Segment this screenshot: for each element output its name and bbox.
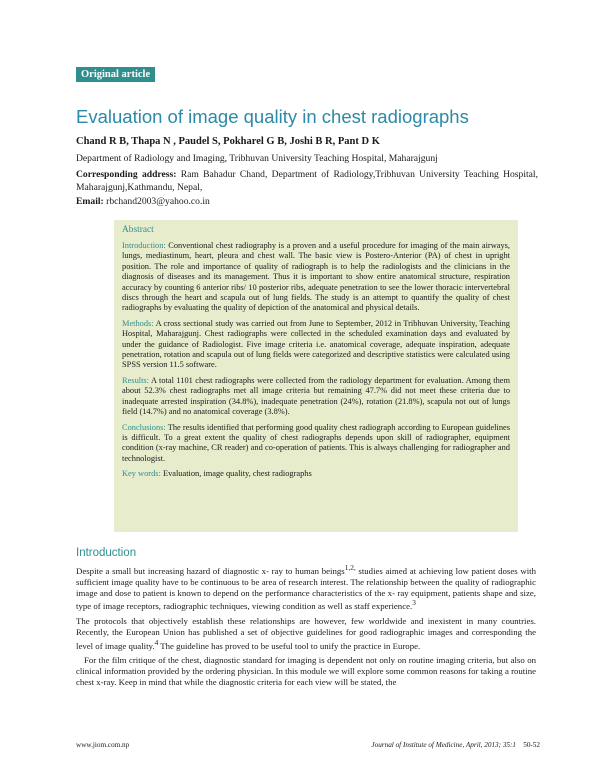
abstract-keywords-label: Key words: xyxy=(122,469,161,479)
abstract-results-text: A total 1101 chest radiographs were collected from the radiology department for evaluation. Among them about 52.3% chest radiographs met all image criteria but remaining 47.7% did not meet these criteria due to inadequate arrested inspiration (34.8%), inadequate penetration (24%), rotation (21.8%), scapula not out of lungs field (14.7%) and no anatomical coverage (3.8%). xyxy=(122,375,510,417)
article-title: Evaluation of image quality in chest radiographs xyxy=(76,106,469,127)
footer-pages: 50-52 xyxy=(523,741,540,749)
abstract-methods xyxy=(122,319,510,371)
email-line xyxy=(76,195,210,208)
footer-citation xyxy=(340,741,540,750)
corresponding-text: Ram Bahadur Chand, Department of Radiology,Tribhuvan University Teaching Hospital, Maharajgunj,Kathmandu, Nepal, xyxy=(76,169,538,193)
p2-citation: 4 xyxy=(154,637,159,647)
abstract-keywords xyxy=(122,469,510,479)
abstract-results xyxy=(122,376,510,418)
introduction-body xyxy=(76,563,536,692)
abstract-box xyxy=(114,220,518,532)
abstract-keywords-text: Evaluation, image quality, chest radiographs xyxy=(162,469,312,479)
footer-website: www.jiom.com.np xyxy=(76,741,130,749)
p1-text-b: studies aimed at achieving low patient doses with sufficient image quality have to be continuous to be area of research interest. The relationship between the quality of radiographic image and dose to patient is known to depend on the performance characteristics of the x- ray equipment, patients shape and size, type of image receptors, radiographic techniques, viewing condition as well as staff experience. xyxy=(76,565,537,612)
introduction-paragraph-3: For the film critique of the chest, diagnostic standard for imaging is dependent not only on routine imaging criteria, but also on clinical information provided by the ordering physician. In this module we will explore some common reasons for taking a routine chest x-ray. Keep in mind that while the diagnostic criteria for each view will be stated, the xyxy=(76,655,536,687)
abstract-conclusions xyxy=(122,423,510,465)
abstract-conclusions-label: Conclusions: xyxy=(122,422,166,432)
corresponding-label: Corresponding address: xyxy=(76,169,177,180)
p1-text-a: Despite a small but increasing hazard of diagnostic x- ray to human beings xyxy=(76,565,345,576)
abstract-introduction-text: Conventional chest radiography is a proven and a useful procedure for imaging of the main airways, lungs, mediastinum, heart, pleura and chest wall. The basic view is Postero-Anterior (PA) of chest in upright position. The role and importance of quality of radiograph is to help the radiologists and the clinicians in the diagnosis of diseases and its management. Thus it is important to show entire anatomical structure, respiration accuracy by counting 6 anterior ribs/ 10 posterior ribs, adequate penetration to see the lower thoracic intervertebral discs through the heart and scapula out of lung fields. The study is an attempt to quantify the quality of chest radiographs by evaluating the quality of depiction of the anatomical and physical details. xyxy=(122,241,511,313)
abstract-methods-text: A cross sectional study was carried out from June to September, 2012 in Tribhuvan University, Teaching Hospital, Maharajgunj. Chest radiographs were collected in the scheduled examination days and evaluated by under the guidance of Radiologist. Five image criteria i.e. anatomical coverage, adequate inspiration, adequate penetration, rotation and scapula out of lung fields were categorized and descriptive statistics were calculated using SPSS version 11.5 software. xyxy=(122,318,510,370)
abstract-introduction xyxy=(122,241,510,314)
abstract-methods-label: Methods: xyxy=(122,318,154,328)
introduction-paragraph-1 xyxy=(76,563,536,612)
author-list: Chand R B, Thapa N , Paudel S, Pokharel G B, Joshi B R, Pant D K xyxy=(76,136,380,147)
article-type-badge: Original article xyxy=(76,67,155,82)
p1-citation-1: 1,2, xyxy=(344,563,356,572)
abstract-heading: Abstract xyxy=(122,225,154,235)
introduction-paragraph-2 xyxy=(76,616,536,651)
p2-text-a: The protocols that objectively establish these relationships are however, few worldwide and inexistent in many countries. Recently, the European Union has published a set of objective guidelines for good radiographic images and corresponding the level of image quality. xyxy=(76,616,536,651)
footer-journal: Journal of Institute of Medicine, April, 2013; 35:1 xyxy=(371,741,517,749)
abstract-results-label: Results: xyxy=(122,375,149,385)
email-value: rbchand2003@yahoo.co.in xyxy=(106,196,210,207)
corresponding-address xyxy=(76,168,538,194)
abstract-introduction-label: Introduction: xyxy=(122,241,166,250)
p2-text-b: The guideline has proved to be useful tool to unify the practice in Europe. xyxy=(158,640,421,651)
email-label: Email: xyxy=(76,196,104,207)
affiliation: Department of Radiology and Imaging, Tribhuvan University Teaching Hospital, Maharajgunj xyxy=(76,153,438,164)
abstract-conclusions-text: The results identified that performing good quality chest radiograph according to European guidelines is difficult. To a great extent the quality of chest radiographs depends upon skill of radiographer, equipment condition (x-ray machine, CR reader) and co-operation of patients. This is always challenging for radiographer and technologist. xyxy=(122,422,510,463)
introduction-heading: Introduction xyxy=(76,547,137,559)
p1-citation-2: 3 xyxy=(412,598,416,608)
